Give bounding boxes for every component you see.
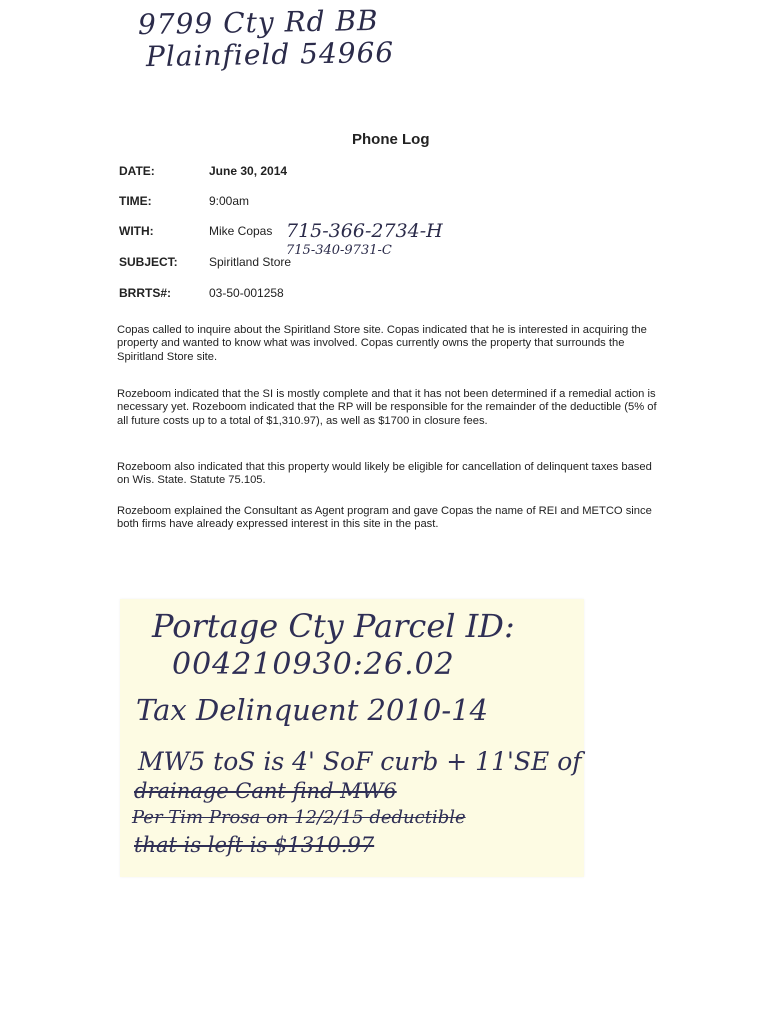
- handwritten-home-phone: 715-366-2734-H: [286, 220, 443, 242]
- subject-label: SUBJECT:: [119, 255, 178, 269]
- paragraph-deductible: Rozeboom indicated that the SI is mostly complete and that it has not been determined if a remedial action is necessary yet. Rozeboom indicated that the RP will be responsible for the remainder of the deductible (5% of all future costs up to a total of $1,310.97), as well as $1700 in closure fees.: [117, 388, 657, 427]
- note-parcel-id: 004210930:26.02: [172, 647, 455, 682]
- note-well-location: MW5 toS is 4' SoF curb + 11'SE of: [138, 747, 582, 776]
- time-label: TIME:: [119, 194, 152, 208]
- paragraph-tax-cancellation: Rozeboom also indicated that this property would likely be eligible for cancellation of delinquent taxes based on Wis. State. Statute 75.105.: [117, 461, 652, 487]
- with-label: WITH:: [119, 224, 154, 238]
- note-struck-line-2: Per Tim Prosa on 12/2/15 deductible: [132, 807, 466, 828]
- brrts-label: BRRTS#:: [119, 286, 172, 300]
- sticky-note: [120, 599, 584, 877]
- with-value: Mike Copas: [209, 224, 273, 238]
- note-tax-delinquent: Tax Delinquent 2010-14: [136, 693, 489, 727]
- paragraph-inquiry: Copas called to inquire about the Spiritland Store site. Copas indicated that he is interested in acquiring the property and wanted to know what was involved. Copas currently owns the property that surrounds the Spiritland Store site.: [117, 324, 647, 363]
- date-label: DATE:: [119, 164, 155, 178]
- note-struck-line-1: drainage Cant find MW6: [134, 779, 397, 803]
- handwritten-address-line-2: Plainfield 54966: [145, 35, 395, 74]
- handwritten-address-line-1: 9799 Cty Rd BB: [137, 3, 379, 42]
- page-title: Phone Log: [352, 131, 430, 148]
- note-struck-line-3: that is left is $1310.97: [134, 833, 375, 857]
- brrts-value: 03-50-001258: [209, 286, 284, 300]
- handwritten-cell-phone: 715-340-9731-C: [286, 243, 392, 258]
- paragraph-consultant-program: Rozeboom explained the Consultant as Agent program and gave Copas the name of REI and METCO since both firms have already expressed interest in this site in the past.: [117, 505, 652, 531]
- subject-value: Spiritland Store: [209, 255, 292, 269]
- note-parcel-heading: Portage Cty Parcel ID:: [152, 607, 515, 645]
- date-value: June 30, 2014: [209, 164, 288, 178]
- time-value: 9:00am: [209, 194, 250, 208]
